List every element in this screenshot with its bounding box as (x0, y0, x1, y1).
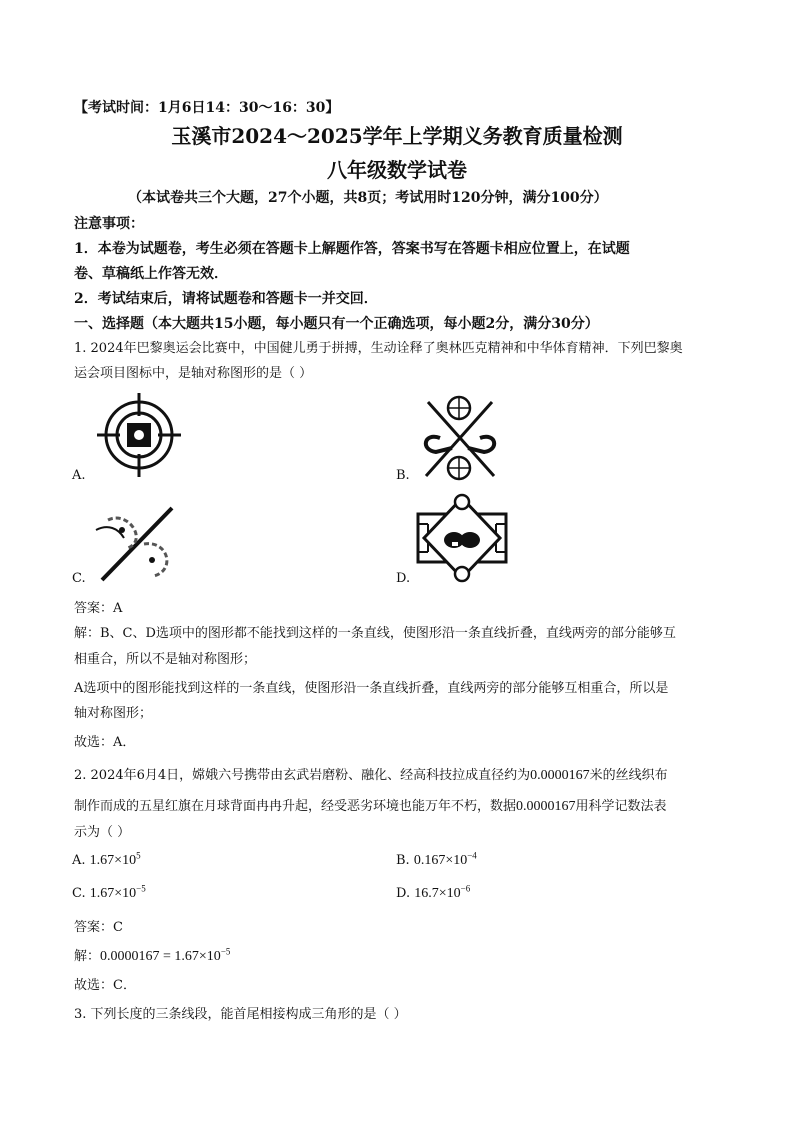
q2-option-d-exponent: −6 (460, 883, 471, 894)
q2-stem-cont-2: 示为（ ） (74, 825, 131, 840)
q2-option-a-exponent: 5 (136, 850, 141, 861)
q2-option-a-value (89, 850, 141, 868)
q1-solution-cont: 相重合，所以不是轴对称图形； (74, 652, 257, 667)
icon-d-volleyball-icon (414, 492, 510, 588)
icon-a-shooting-icon (94, 390, 184, 480)
icon-b-basketball-icon (412, 392, 508, 484)
q2-option-b-exponent: −4 (467, 850, 477, 861)
q2-option-c (72, 883, 146, 902)
q2-option-c-label: C. (72, 886, 86, 901)
icon-c-hurdle-icon (88, 500, 184, 588)
q2-stem-text: 2. 2024年6月4日，嫦娥六号携带由玄武岩磨粉、融化、经高科技拉成直径约为 (74, 768, 531, 783)
q2-option-d-value (414, 883, 471, 901)
q2-solution-label: 解： (74, 949, 101, 964)
paper-title: 八年级数学试卷 (327, 158, 467, 182)
q2-option-b (396, 850, 477, 869)
q2-option-d-label: D. (396, 886, 411, 901)
q1-option-c-label: C. (72, 571, 86, 586)
q2-stem-number: 0.0000167 (530, 768, 590, 783)
q2-option-c-value (89, 883, 146, 901)
q1-answer: 答案：A (74, 601, 123, 616)
note-item-1: 1．本卷为试题卷，考生必须在答题卡上解题作答，答案书写在答题卡相应位置上，在试题 (74, 241, 630, 257)
q2-stem-cont (74, 795, 667, 815)
q2-solution-expr: 0.0000167 = 1.67×10 (100, 949, 221, 964)
q2-option-a-label: A. (72, 853, 86, 868)
q2-option-c-exponent: −5 (136, 883, 146, 894)
q1-solution-2-cont: 轴对称图形； (74, 706, 153, 721)
q2-stem-text-2-end: 用科学记数法表 (575, 799, 667, 814)
notes-heading: 注意事项： (74, 216, 144, 232)
exam-time: 【考试时间：1月6日14：30～16：30】 (74, 100, 340, 116)
q2-stem-text-end: 米的丝线织布 (589, 768, 668, 783)
q2-option-d (396, 883, 471, 902)
q2-option-b-value (413, 850, 477, 868)
q1-stem-cont: 运会项目图标中，是轴对称图形的是（ ） (74, 366, 313, 381)
paper-subtitle: （本试卷共三个大题，27个小题，共8页；考试用时120分钟，满分100分） (128, 190, 608, 206)
q2-solution-expression (100, 946, 231, 964)
q1-option-b-label: B. (396, 468, 410, 483)
q2-conclusion: 故选：C． (74, 978, 136, 993)
note-item-1-cont: 卷、草稿纸上作答无效． (74, 266, 228, 282)
page-title: 玉溪市2024～2025学年上学期义务教育质量检测 (171, 124, 623, 148)
q1-solution-2: A选项中的图形能找到这样的一条直线，使图形沿一条直线折叠，直线两旁的部分能够互相重合，所以是 (74, 681, 669, 696)
section-heading: 一、选择题（本大题共15小题，每小题只有一个正确选项，每小题2分，满分30分） (74, 316, 599, 332)
q2-solution-exponent: −5 (220, 946, 231, 957)
q2-option-d-base: 16.7×10 (414, 886, 461, 901)
q1-conclusion: 故选：A． (74, 735, 136, 750)
q2-option-a (72, 850, 141, 869)
q1-solution: 解：B、C、D选项中的图形都不能找到这样的一条直线，使图形沿一条直线折叠，直线两旁的部分能够互 (74, 626, 676, 641)
q2-option-c-base: 1.67×10 (89, 886, 137, 901)
q2-option-a-base: 1.67×10 (89, 853, 137, 868)
q2-option-b-base: 0.167×10 (413, 853, 468, 868)
q2-answer: 答案：C (74, 920, 123, 935)
note-item-2: 2．考试结束后，请将试题卷和答题卡一并交回． (74, 291, 378, 307)
q1-option-d-label: D. (396, 571, 411, 586)
q3-stem: 3. 下列长度的三条线段，能首尾相接构成三角形的是（ ） (74, 1007, 407, 1022)
q2-stem (74, 764, 668, 784)
q2-stem-number-2: 0.0000167 (516, 799, 576, 814)
q2-stem-text-2: 制作而成的五星红旗在月球背面冉冉升起，经受恶劣环境也能万年不朽，数据 (74, 799, 517, 814)
q1-option-a-label: A. (72, 468, 86, 483)
q2-option-b-label: B. (396, 853, 410, 868)
q2-solution (74, 945, 230, 965)
q1-stem: 1. 2024年巴黎奥运会比赛中，中国健儿勇于拼搏，生动诠释了奥林匹克精神和中华体育精神．下列巴黎奥 (74, 341, 683, 356)
